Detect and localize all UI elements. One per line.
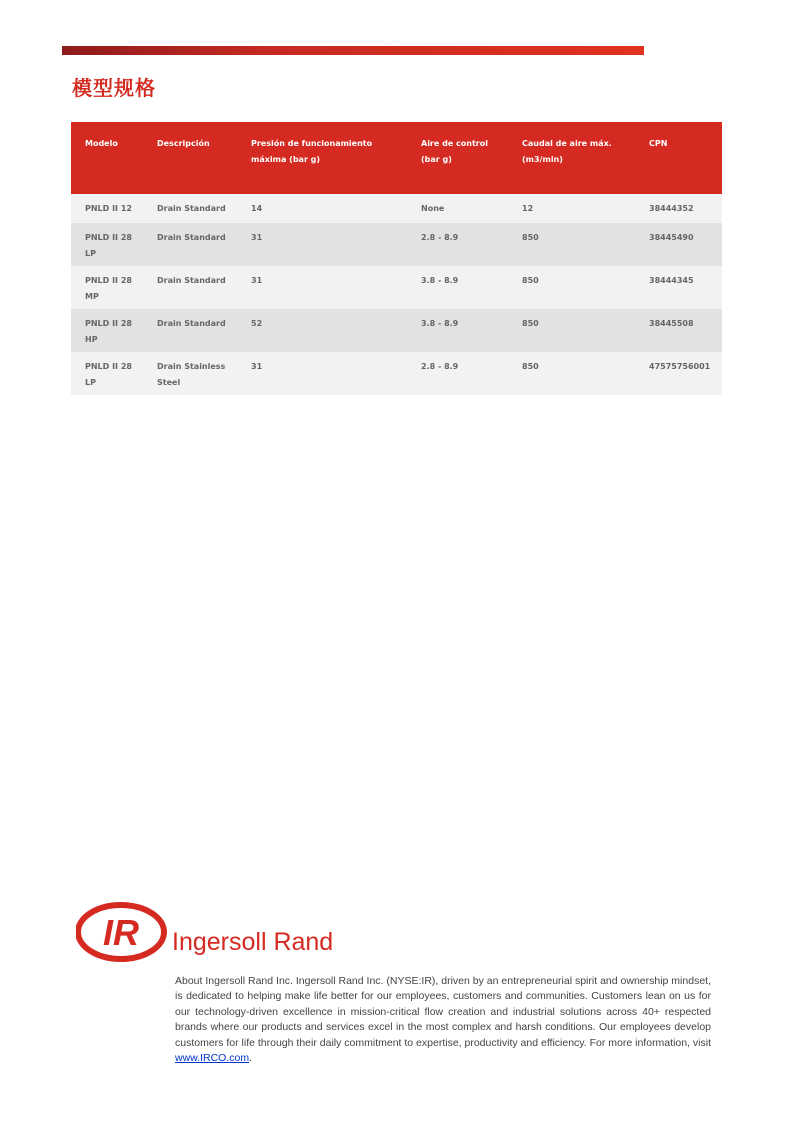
table-cell: 38444352 bbox=[635, 194, 722, 223]
column-header: Presión de funcionamiento máxima (bar g) bbox=[237, 122, 407, 194]
table-cell: Drain Standard bbox=[143, 194, 237, 223]
table-cell: PNLD II 28 MP bbox=[71, 266, 143, 309]
table-cell: PNLD II 28 LP bbox=[71, 352, 143, 395]
website-link[interactable]: www.IRCO.com bbox=[175, 1052, 250, 1065]
table-cell: PNLD II 28 HP bbox=[71, 309, 143, 352]
table-cell: 850 bbox=[508, 223, 635, 266]
table-cell: 47575756001 bbox=[635, 352, 722, 395]
table-header-row bbox=[71, 122, 722, 194]
table-cell: 2.8 - 8.9 bbox=[407, 352, 508, 395]
table-cell: Drain Standard bbox=[143, 309, 237, 352]
table-cell: 12 bbox=[508, 194, 635, 223]
table-cell: 850 bbox=[508, 352, 635, 395]
header-accent-bar bbox=[62, 46, 644, 55]
page-title: 模型规格 bbox=[72, 76, 156, 100]
table-cell: 38444345 bbox=[635, 266, 722, 309]
column-header: CPN bbox=[635, 122, 722, 194]
about-text: About Ingersoll Rand Inc. Ingersoll Rand Inc. (NYSE:IR), driven by an entrepreneurial spirit and ownership mindset, is dedicated to helping make life better for our employees, customers and communities. Customers lean on us for our technology-driven excellence in mission-critical flow creation and industrial solutions across 40+ respected brands where our products and services excel in the most complex and harsh conditions. Our employees develop customers for life through their daily commitment to expertise, productivity and efficiency. For more information, visit bbox=[175, 975, 711, 1049]
table-cell: 31 bbox=[237, 223, 407, 266]
column-header: Aire de control (bar g) bbox=[407, 122, 508, 194]
table-cell: 3.8 - 8.9 bbox=[407, 309, 508, 352]
table-cell: PNLD II 28 LP bbox=[71, 223, 143, 266]
table-cell: 850 bbox=[508, 309, 635, 352]
table-cell: 2.8 - 8.9 bbox=[407, 223, 508, 266]
table-cell: 31 bbox=[237, 352, 407, 395]
column-header: Caudal de aire máx. (m3/min) bbox=[508, 122, 635, 194]
table-cell: PNLD II 12 bbox=[71, 194, 143, 223]
table-cell: 38445508 bbox=[635, 309, 722, 352]
column-header: Descripción bbox=[143, 122, 237, 194]
about-paragraph bbox=[175, 974, 711, 1066]
table-row bbox=[71, 266, 722, 309]
table-row bbox=[71, 223, 722, 266]
table-row bbox=[71, 352, 722, 395]
about-end: . bbox=[249, 1052, 253, 1065]
logo-mark: IR bbox=[103, 912, 139, 953]
table-cell: Drain Standard bbox=[143, 223, 237, 266]
logo-text: Ingersoll Rand bbox=[172, 928, 334, 956]
table-cell: Drain Standard bbox=[143, 266, 237, 309]
table-cell: Drain Stainless Steel bbox=[143, 352, 237, 395]
table-cell: 31 bbox=[237, 266, 407, 309]
table-row bbox=[71, 194, 722, 223]
table-cell: 3.8 - 8.9 bbox=[407, 266, 508, 309]
ingersoll-rand-logo bbox=[76, 900, 356, 962]
table-row bbox=[71, 309, 722, 352]
table-cell: 850 bbox=[508, 266, 635, 309]
table-cell: 52 bbox=[237, 309, 407, 352]
column-header: Modelo bbox=[71, 122, 143, 194]
table-cell: 38445490 bbox=[635, 223, 722, 266]
table-cell: 14 bbox=[237, 194, 407, 223]
table-cell: None bbox=[407, 194, 508, 223]
spec-table bbox=[71, 122, 722, 395]
